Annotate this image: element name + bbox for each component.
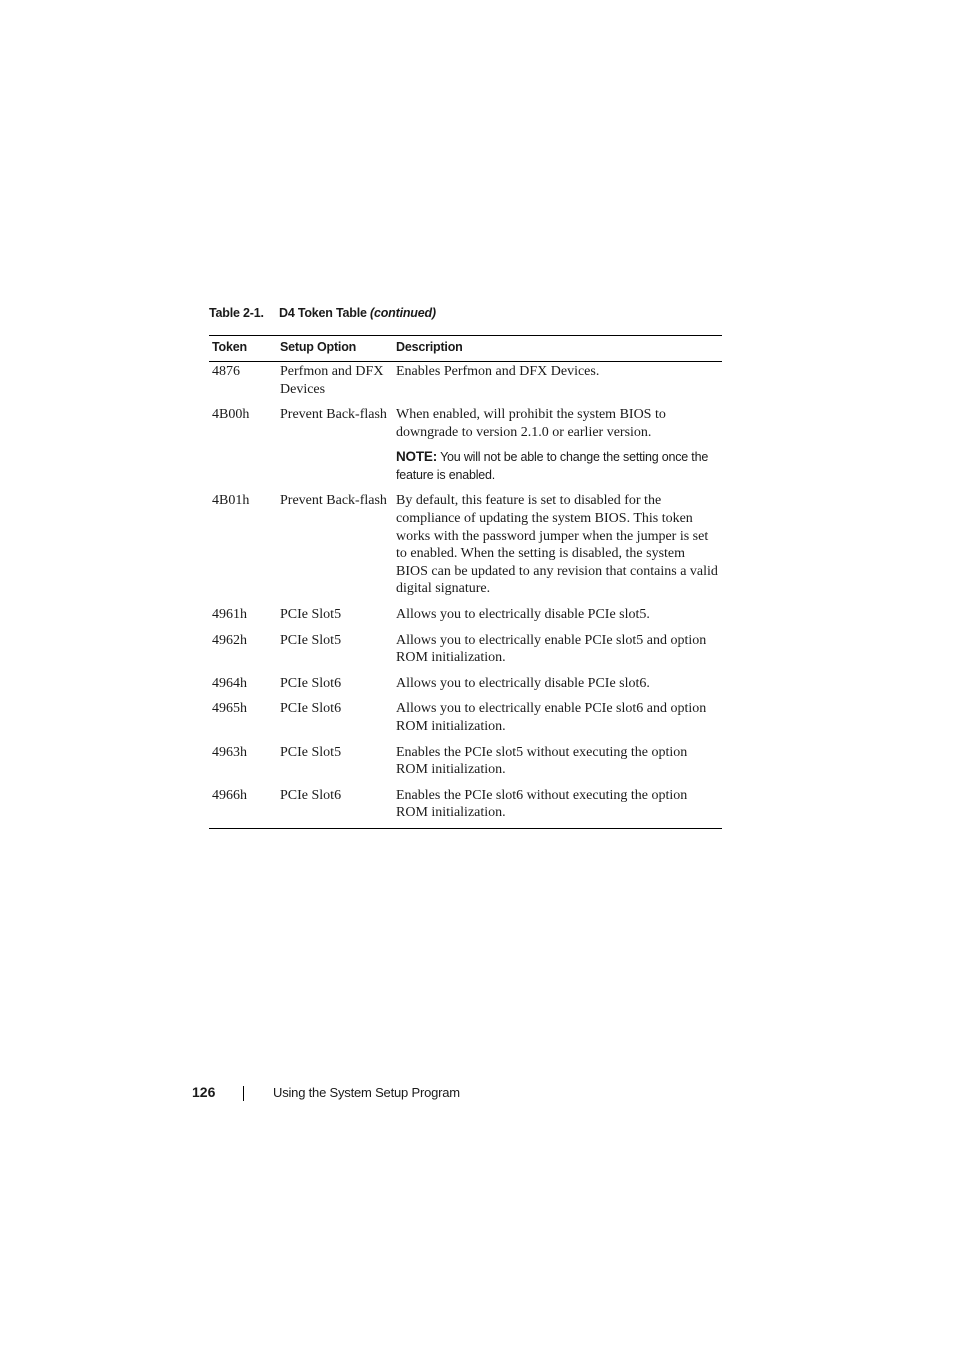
note-text: You will not be able to change the setting once the feature is enabled.	[396, 450, 709, 483]
setup-option-cell: PCIe Slot5	[280, 606, 342, 622]
setup-option-cell: Prevent Back-flash	[280, 493, 387, 509]
description-cell: Allows you to electrically enable PCIe slot6 and option ROM initialization.	[396, 701, 707, 734]
description-cell: Allows you to electrically disable PCIe slot6.	[396, 675, 650, 691]
header-setup-option: Setup Option	[277, 336, 393, 362]
description-cell: Enables the PCIe slot5 without executing the option ROM initialization.	[396, 744, 688, 778]
table-row	[209, 491, 722, 605]
setup-option-cell: Prevent Back-flash	[280, 407, 387, 423]
table-number: Table 2-1.	[209, 306, 264, 320]
token-cell: 4966h	[209, 786, 277, 829]
page-number: 126	[192, 1084, 216, 1100]
note-block	[396, 448, 719, 484]
section-title: Using the System Setup Program	[273, 1085, 460, 1100]
description-cell: Enables the PCIe slot6 without executing the option ROM initialization.	[393, 786, 722, 829]
table-row	[209, 743, 722, 786]
table-header-row	[209, 336, 722, 362]
table-row	[209, 674, 722, 700]
description-text: When enabled, will prohibit the system BIOS to downgrade to version 2.1.0 or earlier version.	[396, 407, 666, 440]
note-label: NOTE:	[396, 449, 437, 465]
setup-option-cell: Perfmon and DFX Devices	[280, 364, 384, 397]
table-row	[209, 786, 722, 829]
description-cell: Allows you to electrically enable PCIe slot5 and option ROM initialization.	[396, 632, 707, 666]
table-row	[209, 699, 722, 742]
setup-option-cell: PCIe Slot6	[280, 701, 342, 717]
token-cell: 4876	[212, 364, 240, 379]
table-title: D4 Token Table	[279, 306, 367, 320]
token-cell: 4B00h	[212, 407, 250, 423]
header-token: Token	[209, 336, 277, 362]
d4-token-table	[209, 335, 722, 829]
header-description: Description	[393, 336, 722, 362]
token-cell: 4962h	[212, 632, 247, 648]
footer-divider	[243, 1086, 244, 1101]
token-cell: 4963h	[212, 744, 247, 760]
setup-option-cell: PCIe Slot5	[280, 632, 342, 648]
description-cell: By default, this feature is set to disabled for the compliance of updating the system BIOS. This token works with the password jumper when the jumper is set to enabled. When the setting is disabled, the system BIOS can be updated to any revision that contains a valid digital signature.	[396, 493, 718, 597]
token-cell: 4961h	[212, 606, 247, 622]
description-cell: Enables Perfmon and DFX Devices.	[396, 364, 600, 379]
page-footer	[0, 1084, 954, 1104]
setup-option-cell: PCIe Slot5	[280, 744, 342, 760]
description-cell	[393, 405, 722, 491]
table-row	[209, 405, 722, 491]
token-cell: 4965h	[212, 701, 247, 717]
table-caption	[209, 306, 436, 320]
setup-option-cell: PCIe Slot6	[280, 675, 342, 691]
table-continued-label: (continued)	[370, 306, 436, 320]
token-cell: 4964h	[212, 675, 247, 691]
token-cell: 4B01h	[212, 493, 250, 509]
table-row	[209, 362, 722, 406]
setup-option-cell: PCIe Slot6	[277, 786, 393, 829]
description-cell: Allows you to electrically disable PCIe slot5.	[396, 606, 650, 622]
table-row	[209, 605, 722, 631]
table-row	[209, 631, 722, 674]
